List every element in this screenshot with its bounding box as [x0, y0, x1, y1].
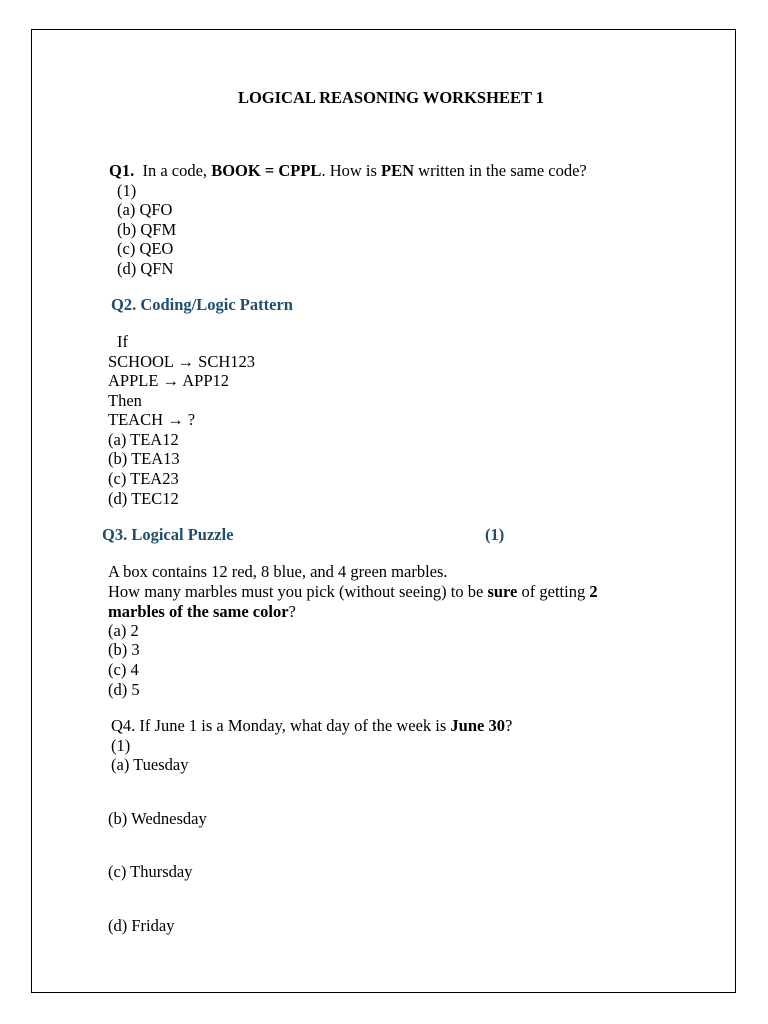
q1-text-e: written in the same code? — [418, 161, 587, 180]
q2-option-c: (c) TEA23 — [108, 469, 179, 488]
q2-option-d: (d) TEC12 — [108, 489, 179, 508]
q2-line-apple: APPLE → APP12 — [108, 371, 230, 390]
q4-question — [111, 716, 512, 736]
q3-emphasis-sure: sure — [487, 582, 518, 601]
q4-emphasis-date: June 30 — [450, 716, 505, 735]
q2-line-if: If — [117, 332, 128, 351]
q1-option-b: (b) QFM — [117, 220, 177, 239]
q3-marks: (1) — [485, 525, 505, 544]
q2-option-a: (a) TEA12 — [108, 430, 179, 449]
q3-option-a: (a) 2 — [108, 621, 139, 640]
q3-emphasis-same-color: marbles of the same color — [108, 602, 289, 621]
q1-option-a: (a) QFO — [117, 200, 173, 219]
q3-line-3 — [108, 602, 296, 622]
q3-option-c: (c) 4 — [108, 660, 139, 679]
q1-label: Q1. — [109, 161, 135, 180]
q1-text-a: In a code, — [142, 161, 208, 180]
q2-line-teach: TEACH → ? — [108, 410, 196, 429]
q4-marks: (1) — [111, 736, 131, 755]
q2-heading: Q2. Coding/Logic Pattern — [111, 295, 293, 314]
q4-option-b: (b) Wednesday — [108, 809, 207, 828]
q3-option-d: (d) 5 — [108, 680, 140, 699]
worksheet-title: LOGICAL REASONING WORKSHEET 1 — [237, 88, 545, 107]
q3-line-2-a: How many marbles must you pick (without seeing) to be — [108, 582, 484, 601]
q4-option-c: (c) Thursday — [108, 862, 193, 881]
q4-text-a: Q4. If June 1 is a Monday, what day of the week is — [111, 716, 447, 735]
q1-text-c: . How is — [321, 161, 377, 180]
q3-line-3-end: ? — [288, 602, 296, 621]
q4-text-c: ? — [504, 716, 513, 735]
q1-option-d: (d) QFN — [117, 259, 174, 278]
q2-line-school: SCHOOL → SCH123 — [108, 352, 255, 371]
q3-line-2 — [108, 582, 598, 602]
q4-option-d: (d) Friday — [108, 916, 175, 935]
q1-question — [109, 161, 587, 181]
q1-code-word: PEN — [381, 161, 415, 180]
q3-line-2-c: of getting — [521, 582, 586, 601]
q3-heading: Q3. Logical Puzzle — [102, 525, 234, 544]
q1-marks: (1) — [117, 181, 137, 200]
q4-option-a: (a) Tuesday — [111, 755, 189, 774]
q3-line-1: A box contains 12 red, 8 blue, and 4 green marbles. — [108, 562, 448, 581]
q3-emphasis-2: 2 — [589, 582, 598, 601]
q2-option-b: (b) TEA13 — [108, 449, 180, 468]
q2-line-then: Then — [108, 391, 142, 410]
q3-option-b: (b) 3 — [108, 640, 140, 659]
q1-option-c: (c) QEO — [117, 239, 174, 258]
q1-code-example: BOOK = CPPL — [211, 161, 322, 180]
